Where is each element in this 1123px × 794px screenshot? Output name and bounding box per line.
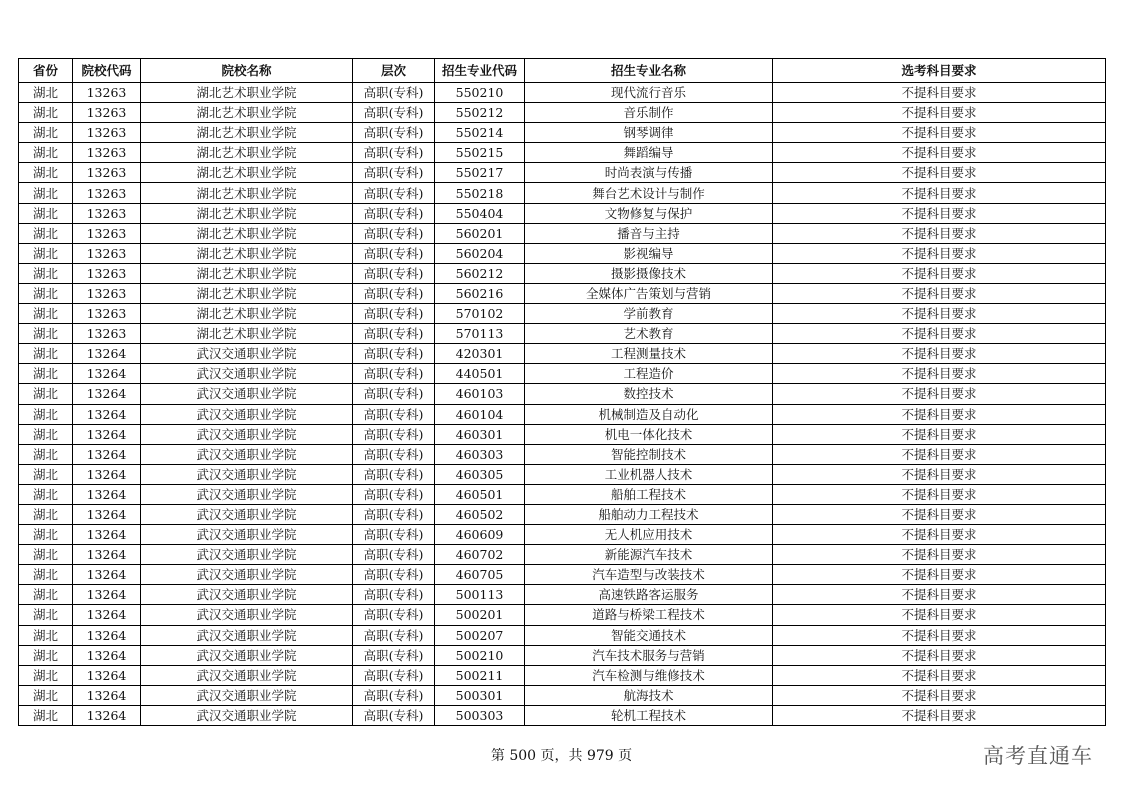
cell-major-name: 音乐制作	[525, 103, 773, 123]
cell-province: 湖北	[19, 444, 73, 464]
cell-major-code: 550212	[435, 103, 525, 123]
cell-subject-requirement: 不提科目要求	[773, 163, 1106, 183]
cell-major-name: 机电一体化技术	[525, 424, 773, 444]
cell-province: 湖北	[19, 504, 73, 524]
table-row	[19, 283, 1106, 303]
cell-level: 高职(专科)	[353, 625, 435, 645]
cell-major-name: 工业机器人技术	[525, 464, 773, 484]
cell-level: 高职(专科)	[353, 83, 435, 103]
cell-province: 湖北	[19, 384, 73, 404]
cell-subject-requirement: 不提科目要求	[773, 404, 1106, 424]
cell-major-code: 460702	[435, 545, 525, 565]
cell-subject-requirement: 不提科目要求	[773, 263, 1106, 283]
table-row	[19, 263, 1106, 283]
cell-school-name: 武汉交通职业学院	[141, 605, 353, 625]
cell-level: 高职(专科)	[353, 263, 435, 283]
cell-major-name: 摄影摄像技术	[525, 263, 773, 283]
cell-level: 高职(专科)	[353, 223, 435, 243]
cell-school-code: 13264	[73, 464, 141, 484]
cell-major-code: 460305	[435, 464, 525, 484]
cell-province: 湖北	[19, 685, 73, 705]
cell-school-name: 湖北艺术职业学院	[141, 263, 353, 283]
cell-school-code: 13263	[73, 103, 141, 123]
cell-subject-requirement: 不提科目要求	[773, 645, 1106, 665]
cell-major-name: 汽车造型与改装技术	[525, 565, 773, 585]
cell-school-name: 武汉交通职业学院	[141, 585, 353, 605]
cell-province: 湖北	[19, 404, 73, 424]
cell-major-code: 560212	[435, 263, 525, 283]
cell-school-code: 13263	[73, 163, 141, 183]
cell-school-name: 湖北艺术职业学院	[141, 163, 353, 183]
cell-province: 湖北	[19, 304, 73, 324]
table-row	[19, 163, 1106, 183]
cell-major-name: 智能控制技术	[525, 444, 773, 464]
cell-major-name: 新能源汽车技术	[525, 545, 773, 565]
cell-level: 高职(专科)	[353, 243, 435, 263]
cell-major-code: 550217	[435, 163, 525, 183]
cell-major-code: 440501	[435, 364, 525, 384]
cell-school-code: 13264	[73, 504, 141, 524]
cell-major-code: 550214	[435, 123, 525, 143]
cell-major-code: 460104	[435, 404, 525, 424]
cell-major-code: 460501	[435, 484, 525, 504]
cell-level: 高职(专科)	[353, 585, 435, 605]
cell-major-name: 播音与主持	[525, 223, 773, 243]
cell-school-name: 武汉交通职业学院	[141, 645, 353, 665]
cell-level: 高职(专科)	[353, 103, 435, 123]
cell-school-name: 湖北艺术职业学院	[141, 143, 353, 163]
cell-school-name: 武汉交通职业学院	[141, 545, 353, 565]
table-row	[19, 364, 1106, 384]
table-row	[19, 705, 1106, 725]
cell-major-code: 500303	[435, 705, 525, 725]
cell-school-name: 武汉交通职业学院	[141, 665, 353, 685]
cell-major-name: 无人机应用技术	[525, 525, 773, 545]
table-row	[19, 203, 1106, 223]
cell-school-code: 13263	[73, 324, 141, 344]
cell-major-name: 数控技术	[525, 384, 773, 404]
table-row	[19, 444, 1106, 464]
table-row	[19, 123, 1106, 143]
cell-subject-requirement: 不提科目要求	[773, 143, 1106, 163]
cell-province: 湖北	[19, 464, 73, 484]
watermark-logo-text: 高考直通车	[983, 744, 1093, 768]
cell-school-code: 13264	[73, 384, 141, 404]
cell-province: 湖北	[19, 263, 73, 283]
table-row	[19, 464, 1106, 484]
admission-table	[18, 58, 1106, 726]
cell-school-code: 13264	[73, 705, 141, 725]
cell-province: 湖北	[19, 183, 73, 203]
table-row	[19, 625, 1106, 645]
cell-province: 湖北	[19, 243, 73, 263]
cell-level: 高职(专科)	[353, 565, 435, 585]
cell-school-name: 武汉交通职业学院	[141, 705, 353, 725]
cell-major-code: 550210	[435, 83, 525, 103]
cell-subject-requirement: 不提科目要求	[773, 364, 1106, 384]
cell-major-code: 560201	[435, 223, 525, 243]
table-row	[19, 504, 1106, 524]
cell-major-name: 汽车检测与维修技术	[525, 665, 773, 685]
cell-school-code: 13264	[73, 525, 141, 545]
cell-major-code: 550404	[435, 203, 525, 223]
header-major-name: 招生专业名称	[525, 59, 773, 83]
cell-subject-requirement: 不提科目要求	[773, 525, 1106, 545]
table-row	[19, 545, 1106, 565]
cell-level: 高职(专科)	[353, 685, 435, 705]
cell-major-code: 460301	[435, 424, 525, 444]
cell-subject-requirement: 不提科目要求	[773, 103, 1106, 123]
cell-school-name: 湖北艺术职业学院	[141, 203, 353, 223]
cell-school-name: 武汉交通职业学院	[141, 484, 353, 504]
cell-major-name: 全媒体广告策划与营销	[525, 283, 773, 303]
cell-school-code: 13263	[73, 223, 141, 243]
cell-province: 湖北	[19, 123, 73, 143]
cell-school-code: 13263	[73, 283, 141, 303]
cell-major-name: 时尚表演与传播	[525, 163, 773, 183]
cell-major-name: 舞台艺术设计与制作	[525, 183, 773, 203]
cell-level: 高职(专科)	[353, 384, 435, 404]
cell-school-name: 武汉交通职业学院	[141, 525, 353, 545]
cell-major-name: 汽车技术服务与营销	[525, 645, 773, 665]
cell-school-code: 13264	[73, 444, 141, 464]
cell-school-name: 湖北艺术职业学院	[141, 103, 353, 123]
cell-school-code: 13264	[73, 665, 141, 685]
cell-major-name: 道路与桥梁工程技术	[525, 605, 773, 625]
header-major-code: 招生专业代码	[435, 59, 525, 83]
table-row	[19, 645, 1106, 665]
cell-level: 高职(专科)	[353, 444, 435, 464]
cell-subject-requirement: 不提科目要求	[773, 625, 1106, 645]
cell-subject-requirement: 不提科目要求	[773, 384, 1106, 404]
cell-school-name: 武汉交通职业学院	[141, 404, 353, 424]
cell-major-code: 500301	[435, 685, 525, 705]
cell-school-name: 武汉交通职业学院	[141, 625, 353, 645]
table-header-row	[19, 59, 1106, 83]
cell-school-code: 13264	[73, 565, 141, 585]
cell-major-name: 工程测量技术	[525, 344, 773, 364]
cell-province: 湖北	[19, 223, 73, 243]
cell-level: 高职(专科)	[353, 123, 435, 143]
cell-subject-requirement: 不提科目要求	[773, 605, 1106, 625]
cell-subject-requirement: 不提科目要求	[773, 665, 1106, 685]
cell-subject-requirement: 不提科目要求	[773, 203, 1106, 223]
cell-level: 高职(专科)	[353, 464, 435, 484]
cell-school-name: 武汉交通职业学院	[141, 464, 353, 484]
cell-province: 湖北	[19, 364, 73, 384]
cell-province: 湖北	[19, 545, 73, 565]
cell-subject-requirement: 不提科目要求	[773, 464, 1106, 484]
cell-province: 湖北	[19, 705, 73, 725]
cell-level: 高职(专科)	[353, 504, 435, 524]
cell-subject-requirement: 不提科目要求	[773, 685, 1106, 705]
cell-subject-requirement: 不提科目要求	[773, 565, 1106, 585]
cell-major-code: 500201	[435, 605, 525, 625]
table-row	[19, 223, 1106, 243]
table-row	[19, 344, 1106, 364]
cell-province: 湖北	[19, 163, 73, 183]
cell-major-code: 500211	[435, 665, 525, 685]
cell-major-code: 460103	[435, 384, 525, 404]
cell-major-name: 文物修复与保护	[525, 203, 773, 223]
cell-level: 高职(专科)	[353, 183, 435, 203]
cell-subject-requirement: 不提科目要求	[773, 545, 1106, 565]
cell-school-name: 武汉交通职业学院	[141, 565, 353, 585]
table-row	[19, 685, 1106, 705]
cell-subject-requirement: 不提科目要求	[773, 424, 1106, 444]
table-row	[19, 404, 1106, 424]
cell-major-name: 高速铁路客运服务	[525, 585, 773, 605]
cell-major-code: 560204	[435, 243, 525, 263]
cell-province: 湖北	[19, 625, 73, 645]
cell-province: 湖北	[19, 324, 73, 344]
cell-school-code: 13264	[73, 424, 141, 444]
cell-major-code: 460303	[435, 444, 525, 464]
cell-school-code: 13263	[73, 243, 141, 263]
cell-province: 湖北	[19, 143, 73, 163]
cell-province: 湖北	[19, 484, 73, 504]
cell-level: 高职(专科)	[353, 404, 435, 424]
cell-subject-requirement: 不提科目要求	[773, 223, 1106, 243]
cell-school-name: 湖北艺术职业学院	[141, 83, 353, 103]
cell-major-code: 420301	[435, 344, 525, 364]
table-row	[19, 183, 1106, 203]
cell-school-code: 13264	[73, 645, 141, 665]
cell-major-name: 轮机工程技术	[525, 705, 773, 725]
cell-province: 湖北	[19, 665, 73, 685]
header-school-code: 院校代码	[73, 59, 141, 83]
cell-province: 湖北	[19, 344, 73, 364]
cell-major-code: 460705	[435, 565, 525, 585]
cell-subject-requirement: 不提科目要求	[773, 585, 1106, 605]
header-province: 省份	[19, 59, 73, 83]
table-row	[19, 103, 1106, 123]
cell-major-name: 艺术教育	[525, 324, 773, 344]
cell-school-code: 13264	[73, 605, 141, 625]
cell-level: 高职(专科)	[353, 203, 435, 223]
cell-school-code: 13264	[73, 685, 141, 705]
cell-major-name: 船舶工程技术	[525, 484, 773, 504]
cell-level: 高职(专科)	[353, 665, 435, 685]
cell-school-code: 13264	[73, 545, 141, 565]
cell-school-code: 13263	[73, 203, 141, 223]
cell-school-code: 13264	[73, 625, 141, 645]
cell-school-name: 湖北艺术职业学院	[141, 283, 353, 303]
table-row	[19, 243, 1106, 263]
cell-level: 高职(专科)	[353, 424, 435, 444]
table-row	[19, 665, 1106, 685]
cell-school-name: 武汉交通职业学院	[141, 344, 353, 364]
cell-school-name: 湖北艺术职业学院	[141, 304, 353, 324]
table-body	[19, 83, 1106, 726]
cell-province: 湖北	[19, 605, 73, 625]
cell-subject-requirement: 不提科目要求	[773, 83, 1106, 103]
cell-major-code: 460502	[435, 504, 525, 524]
cell-school-name: 湖北艺术职业学院	[141, 183, 353, 203]
cell-school-name: 武汉交通职业学院	[141, 384, 353, 404]
cell-level: 高职(专科)	[353, 304, 435, 324]
table-row	[19, 143, 1106, 163]
table-row	[19, 484, 1106, 504]
cell-level: 高职(专科)	[353, 163, 435, 183]
cell-subject-requirement: 不提科目要求	[773, 504, 1106, 524]
cell-school-name: 湖北艺术职业学院	[141, 223, 353, 243]
cell-major-code: 560216	[435, 283, 525, 303]
cell-subject-requirement: 不提科目要求	[773, 344, 1106, 364]
cell-major-name: 航海技术	[525, 685, 773, 705]
cell-subject-requirement: 不提科目要求	[773, 283, 1106, 303]
header-subject-requirement: 选考科目要求	[773, 59, 1106, 83]
cell-major-code: 550215	[435, 143, 525, 163]
cell-province: 湖北	[19, 585, 73, 605]
cell-school-name: 武汉交通职业学院	[141, 444, 353, 464]
cell-level: 高职(专科)	[353, 324, 435, 344]
cell-major-name: 智能交通技术	[525, 625, 773, 645]
cell-school-name: 湖北艺术职业学院	[141, 324, 353, 344]
cell-school-code: 13263	[73, 183, 141, 203]
cell-subject-requirement: 不提科目要求	[773, 484, 1106, 504]
cell-level: 高职(专科)	[353, 364, 435, 384]
cell-school-name: 武汉交通职业学院	[141, 685, 353, 705]
cell-level: 高职(专科)	[353, 344, 435, 364]
cell-province: 湖北	[19, 83, 73, 103]
cell-major-name: 学前教育	[525, 304, 773, 324]
cell-school-name: 湖北艺术职业学院	[141, 123, 353, 143]
cell-major-name: 钢琴调律	[525, 123, 773, 143]
header-level: 层次	[353, 59, 435, 83]
cell-school-code: 13264	[73, 344, 141, 364]
header-school-name: 院校名称	[141, 59, 353, 83]
cell-province: 湖北	[19, 203, 73, 223]
cell-school-code: 13263	[73, 263, 141, 283]
cell-major-name: 舞蹈编导	[525, 143, 773, 163]
table-row	[19, 565, 1106, 585]
cell-major-code: 550218	[435, 183, 525, 203]
cell-school-code: 13264	[73, 585, 141, 605]
cell-subject-requirement: 不提科目要求	[773, 324, 1106, 344]
cell-major-code: 570113	[435, 324, 525, 344]
cell-school-code: 13264	[73, 484, 141, 504]
table-row	[19, 525, 1106, 545]
cell-subject-requirement: 不提科目要求	[773, 183, 1106, 203]
cell-level: 高职(专科)	[353, 605, 435, 625]
cell-province: 湖北	[19, 645, 73, 665]
cell-province: 湖北	[19, 103, 73, 123]
cell-school-code: 13264	[73, 404, 141, 424]
cell-major-name: 影视编导	[525, 243, 773, 263]
table-row	[19, 304, 1106, 324]
cell-level: 高职(专科)	[353, 545, 435, 565]
cell-school-code: 13264	[73, 364, 141, 384]
cell-school-code: 13263	[73, 304, 141, 324]
cell-level: 高职(专科)	[353, 525, 435, 545]
table-row	[19, 324, 1106, 344]
cell-subject-requirement: 不提科目要求	[773, 705, 1106, 725]
cell-school-name: 武汉交通职业学院	[141, 504, 353, 524]
cell-school-name: 湖北艺术职业学院	[141, 243, 353, 263]
admission-table-container	[18, 58, 1106, 726]
cell-major-name: 船舶动力工程技术	[525, 504, 773, 524]
cell-subject-requirement: 不提科目要求	[773, 304, 1106, 324]
cell-school-name: 武汉交通职业学院	[141, 364, 353, 384]
cell-level: 高职(专科)	[353, 705, 435, 725]
cell-major-code: 500113	[435, 585, 525, 605]
cell-major-code: 500210	[435, 645, 525, 665]
cell-major-code: 500207	[435, 625, 525, 645]
cell-province: 湖北	[19, 525, 73, 545]
cell-school-code: 13263	[73, 123, 141, 143]
cell-school-name: 武汉交通职业学院	[141, 424, 353, 444]
cell-province: 湖北	[19, 565, 73, 585]
cell-major-name: 机械制造及自动化	[525, 404, 773, 424]
page-number: 第 500 页，共 979 页	[490, 748, 633, 764]
cell-level: 高职(专科)	[353, 143, 435, 163]
cell-province: 湖北	[19, 424, 73, 444]
cell-province: 湖北	[19, 283, 73, 303]
cell-major-code: 460609	[435, 525, 525, 545]
cell-level: 高职(专科)	[353, 484, 435, 504]
cell-level: 高职(专科)	[353, 283, 435, 303]
table-row	[19, 384, 1106, 404]
cell-subject-requirement: 不提科目要求	[773, 444, 1106, 464]
cell-school-code: 13263	[73, 83, 141, 103]
cell-subject-requirement: 不提科目要求	[773, 243, 1106, 263]
table-row	[19, 424, 1106, 444]
cell-major-name: 现代流行音乐	[525, 83, 773, 103]
table-row	[19, 83, 1106, 103]
cell-major-code: 570102	[435, 304, 525, 324]
cell-subject-requirement: 不提科目要求	[773, 123, 1106, 143]
cell-level: 高职(专科)	[353, 645, 435, 665]
table-row	[19, 585, 1106, 605]
cell-school-code: 13263	[73, 143, 141, 163]
cell-major-name: 工程造价	[525, 364, 773, 384]
table-row	[19, 605, 1106, 625]
